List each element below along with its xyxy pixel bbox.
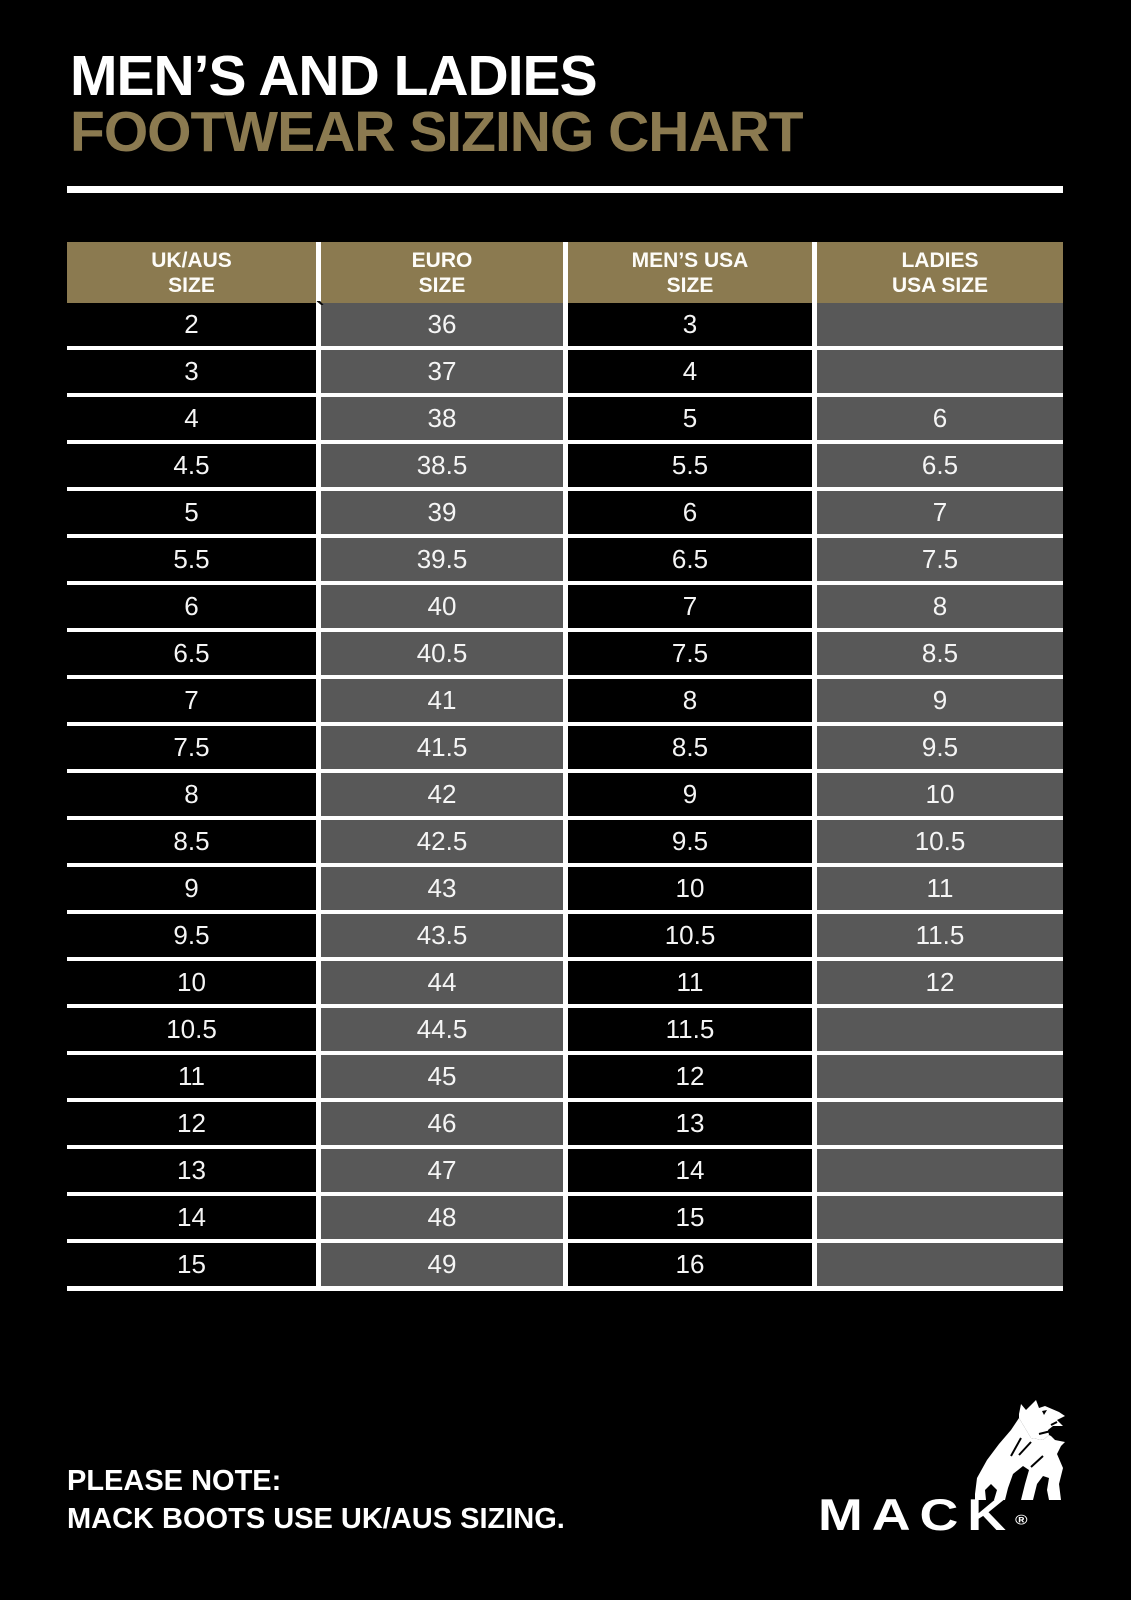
size-cell: 12: [817, 961, 1063, 1004]
size-cell: 6: [817, 397, 1063, 440]
page-title-line1: MEN’S AND LADIES: [70, 44, 597, 108]
table-row: [67, 397, 1063, 440]
size-cell: 8: [817, 585, 1063, 628]
table-row: [67, 961, 1063, 1004]
size-cell: 38.5: [321, 444, 563, 487]
size-cell: 7: [67, 679, 316, 722]
table-row: [67, 1008, 1063, 1051]
stray-print-mark: `: [316, 296, 325, 326]
column-header: EURO SIZE: [321, 242, 563, 303]
size-cell: 36: [321, 303, 563, 346]
table-row: [67, 1102, 1063, 1145]
registered-trademark-icon: ®: [1015, 1512, 1028, 1529]
size-cell: 9.5: [817, 726, 1063, 769]
size-cell: [817, 1008, 1063, 1051]
size-cell: 4.5: [67, 444, 316, 487]
size-cell: 9: [817, 679, 1063, 722]
table-row: [67, 538, 1063, 581]
size-cell: [817, 350, 1063, 393]
table-header-row: [67, 242, 1063, 303]
size-cell: 42: [321, 773, 563, 816]
size-cell: 6.5: [568, 538, 812, 581]
size-cell: 39: [321, 491, 563, 534]
size-cell: 39.5: [321, 538, 563, 581]
size-cell: 48: [321, 1196, 563, 1239]
size-cell: 5.5: [568, 444, 812, 487]
column-header: LADIES USA SIZE: [817, 242, 1063, 303]
sizing-table: [67, 242, 1063, 1291]
size-cell: 40: [321, 585, 563, 628]
table-row: [67, 773, 1063, 816]
size-cell: 8: [568, 679, 812, 722]
size-cell: 37: [321, 350, 563, 393]
size-cell: 41: [321, 679, 563, 722]
size-cell: 9: [67, 867, 316, 910]
size-cell: 6: [67, 585, 316, 628]
size-cell: [817, 1102, 1063, 1145]
size-cell: 9.5: [67, 914, 316, 957]
size-cell: 42.5: [321, 820, 563, 863]
size-cell: 11: [67, 1055, 316, 1098]
size-cell: 5.5: [67, 538, 316, 581]
size-cell: 14: [67, 1196, 316, 1239]
size-cell: 11: [817, 867, 1063, 910]
table-row: [67, 726, 1063, 769]
mack-bulldog-icon: [973, 1398, 1067, 1502]
size-cell: 8: [67, 773, 316, 816]
size-cell: 41.5: [321, 726, 563, 769]
mack-logo: [818, 1398, 1068, 1543]
size-cell: 5: [568, 397, 812, 440]
size-cell: [817, 303, 1063, 346]
size-cell: 43.5: [321, 914, 563, 957]
page-title: [70, 44, 803, 164]
table-row: [67, 585, 1063, 628]
size-cell: [817, 1055, 1063, 1098]
size-cell: [817, 1243, 1063, 1286]
size-cell: 15: [568, 1196, 812, 1239]
size-cell: [817, 1149, 1063, 1192]
title-divider: [67, 186, 1063, 193]
size-cell: [817, 1196, 1063, 1239]
size-cell: 49: [321, 1243, 563, 1286]
size-cell: 16: [568, 1243, 812, 1286]
size-cell: 10: [817, 773, 1063, 816]
size-cell: 2: [67, 303, 316, 346]
size-cell: 46: [321, 1102, 563, 1145]
size-cell: 44.5: [321, 1008, 563, 1051]
size-cell: 12: [568, 1055, 812, 1098]
size-cell: 8.5: [817, 632, 1063, 675]
page-title-line2: FOOTWEAR SIZING CHART: [70, 100, 803, 164]
size-cell: 47: [321, 1149, 563, 1192]
size-cell: 5: [67, 491, 316, 534]
table-row: [67, 350, 1063, 393]
size-cell: 9: [568, 773, 812, 816]
footer-note: [67, 1462, 565, 1538]
size-cell: 7.5: [67, 726, 316, 769]
size-cell: 10.5: [568, 914, 812, 957]
size-cell: 40.5: [321, 632, 563, 675]
table-row: [67, 1055, 1063, 1098]
size-cell: 6: [568, 491, 812, 534]
size-cell: 8.5: [568, 726, 812, 769]
size-cell: 3: [67, 350, 316, 393]
table-row: [67, 867, 1063, 910]
size-cell: 7.5: [568, 632, 812, 675]
table-row: [67, 1149, 1063, 1192]
size-cell: 14: [568, 1149, 812, 1192]
size-cell: 44: [321, 961, 563, 1004]
table-row: [67, 444, 1063, 487]
size-cell: 6.5: [817, 444, 1063, 487]
size-cell: 7.5: [817, 538, 1063, 581]
size-cell: 4: [568, 350, 812, 393]
table-row: [67, 632, 1063, 675]
size-cell: 12: [67, 1102, 316, 1145]
size-cell: 8.5: [67, 820, 316, 863]
table-row: [67, 491, 1063, 534]
size-cell: 10: [568, 867, 812, 910]
mack-wordmark: [818, 1491, 1028, 1543]
column-header: MEN’S USA SIZE: [568, 242, 812, 303]
size-cell: 7: [817, 491, 1063, 534]
column-header: UK/AUS SIZE: [67, 242, 316, 303]
size-cell: 10.5: [817, 820, 1063, 863]
size-cell: 11.5: [817, 914, 1063, 957]
table-row: [67, 303, 1063, 346]
size-cell: 9.5: [568, 820, 812, 863]
size-cell: 13: [67, 1149, 316, 1192]
table-row: [67, 679, 1063, 722]
size-cell: 15: [67, 1243, 316, 1286]
size-cell: 38: [321, 397, 563, 440]
footer-note-line1: PLEASE NOTE:: [67, 1465, 282, 1497]
size-cell: 10: [67, 961, 316, 1004]
size-cell: 4: [67, 397, 316, 440]
size-cell: 45: [321, 1055, 563, 1098]
size-cell: 10.5: [67, 1008, 316, 1051]
footer-note-line2: MACK BOOTS USE UK/AUS SIZING.: [67, 1503, 565, 1535]
size-cell: 3: [568, 303, 812, 346]
size-cell: 11: [568, 961, 812, 1004]
size-cell: 6.5: [67, 632, 316, 675]
table-row: [67, 1196, 1063, 1239]
size-cell: 11.5: [568, 1008, 812, 1051]
table-row: [67, 914, 1063, 957]
size-cell: 7: [568, 585, 812, 628]
table-row: [67, 1243, 1063, 1286]
mack-wordmark-text: MACK: [818, 1491, 1016, 1540]
size-cell: 13: [568, 1102, 812, 1145]
table-row: [67, 820, 1063, 863]
size-cell: 43: [321, 867, 563, 910]
